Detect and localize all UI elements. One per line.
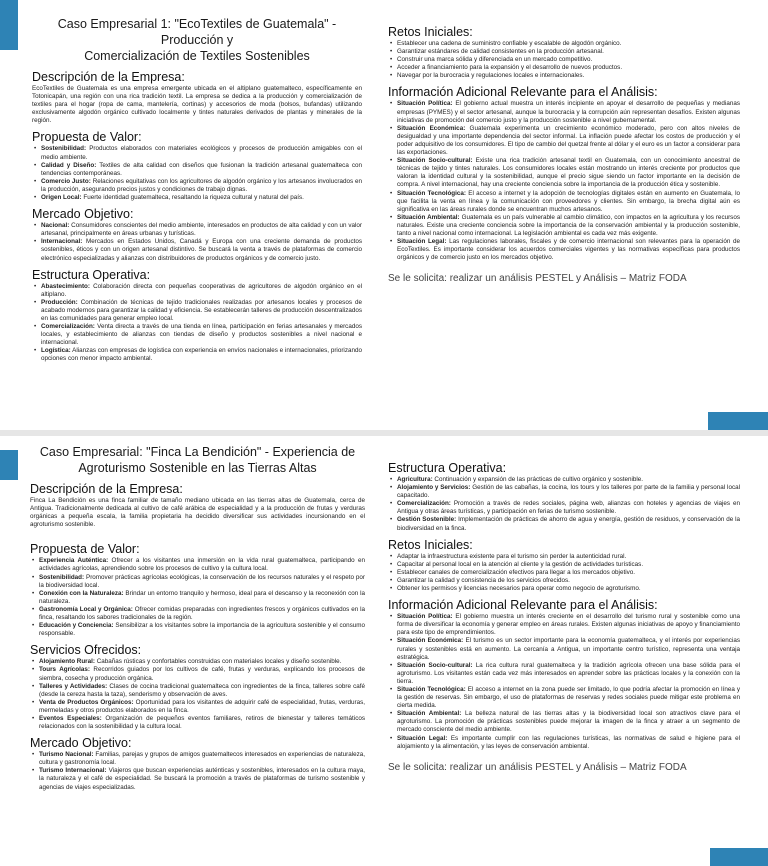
list-item-text: Promoción a través de redes sociales, página web, alianzas con hoteles y agencias de viajes en Antigua y otras áreas turísticas, y participación en ferias de turismo sostenible. bbox=[397, 500, 740, 516]
list-item bbox=[32, 194, 362, 202]
title-line-1: Caso Empresarial: "Finca La Bendición" - Experiencia de bbox=[39, 445, 356, 459]
list-item-text: Clases de cocina tradicional guatemalteca con ingredientes de la finca, talleres sobre café (desde la cereza hasta la taza), senderismo y observación de aves. bbox=[39, 682, 365, 698]
list-item-label: Situación Ambiental: bbox=[397, 213, 460, 221]
list-item bbox=[388, 710, 740, 734]
list-item-text: Guatemala experimenta un crecimiento económico moderado, pero con altos niveles de desigualdad y una importante dependencia del sector informal. La inflación puede afectar los costos de producción y el poder adquisitivo de los consumidores. El tipo de cambio del quetzal frente al dólar y el euro es un factor a considerar para las exportaciones. bbox=[397, 124, 740, 157]
list-item bbox=[388, 48, 740, 56]
list-item bbox=[388, 613, 740, 637]
bullet-list bbox=[388, 40, 740, 80]
title-line-1: Caso Empresarial 1: "EcoTextiles de Guatemala" - Producción y bbox=[57, 17, 337, 47]
list-item-text: Viajeros que buscan experiencias auténticas y sostenibles, interesados en la cultura maya, la naturaleza y el café de especialidad. Se buscará la promoción a través de plataformas de turismo sostenible y agencias de viajes especializadas. bbox=[39, 767, 365, 791]
list-item bbox=[388, 125, 740, 157]
list-item bbox=[388, 157, 740, 189]
title-line-2: Comercialización de Textiles Sostenibles bbox=[84, 49, 310, 63]
list-item-label: Turismo Internacional: bbox=[39, 767, 107, 775]
bullet-list bbox=[32, 222, 362, 262]
list-item-text: El acceso a internet y la adopción de tecnologías digitales están en aumento en Guatemala, lo que facilita la venta en línea y la comunicación con proveedores y clientes. Sin embargo, la brecha digital aún es significativa en las áreas rurales donde se encuentran muchos artesanos. bbox=[397, 189, 740, 213]
list-item bbox=[388, 40, 740, 48]
list-item-label: Experiencia Auténtica: bbox=[39, 557, 109, 565]
list-item-text: Cabañas rústicas y confortables construidas con materiales locales y diseño sostenible. bbox=[94, 658, 342, 666]
list-item-label: Conexión con la Naturaleza: bbox=[39, 589, 124, 597]
section-heading-mercado: Mercado Objetivo: bbox=[32, 207, 134, 222]
list-item bbox=[388, 56, 740, 64]
list-item-text: Fuerte identidad guatemalteca, resaltando la riqueza cultural y natural del país. bbox=[81, 194, 304, 202]
list-item bbox=[30, 767, 365, 791]
section-heading-retos: Retos Iniciales: bbox=[388, 537, 473, 552]
list-item-text: Acceder a financiamiento para la expansión y el desarrollo de nuevos productos. bbox=[397, 64, 623, 72]
list-item bbox=[32, 222, 362, 238]
list-item-text: El gobierno actual muestra un interés incipiente en apoyar el desarrollo de pequeñas y medianas empresas (PYMES) y el sector artesanal, aunque la burocracia y la corrupción aún representan desafíos. Existen algunas iniciativas de promoción del comercio justo y la producción sostenible a nivel gubernamental. bbox=[397, 100, 740, 124]
assignment-text: Se le solicita: realizar un análisis PESTEL y Análisis – Matriz FODA bbox=[388, 761, 687, 773]
list-item bbox=[388, 637, 740, 661]
list-item-text: Obtener los permisos y licencias necesarios para operar como negocio de agroturismo. bbox=[397, 585, 641, 593]
list-item-label: Alojamiento Rural: bbox=[39, 658, 95, 666]
section-heading-info: Información Adicional Relevante para el Análisis: bbox=[388, 85, 658, 100]
list-item-text: Es importante cumplir con las regulaciones turísticas, las normativas de salud e higiene para el alojamiento y la alimentación, y las leyes de conservación ambiental. bbox=[397, 734, 740, 750]
list-item-text: Continuación y expansión de las prácticas de cultivo orgánico y sostenible. bbox=[432, 476, 644, 483]
list-item-label: Logística: bbox=[41, 347, 71, 355]
accent-bar bbox=[710, 848, 768, 866]
list-item-text: La belleza natural de las tierras altas y la biodiversidad local son atractivos clave para el agroturismo. La promoción de prácticas sostenibles puede mejorar la imagen de la finca y atraer a un segmento de mercado consciente del medio ambiente. bbox=[397, 710, 740, 734]
list-item bbox=[30, 622, 365, 638]
list-item-text: Recorridos guiados por los cultivos de café, frutas y verduras, explicando los procesos de siembra, cosecha y producción orgánica. bbox=[39, 666, 365, 682]
list-item-text: Garantizar estándares de calidad consistentes en la producción artesanal. bbox=[397, 48, 604, 56]
list-item bbox=[388, 64, 740, 72]
list-item-label: Comercialización: bbox=[41, 323, 95, 331]
list-item-text: Consumidores conscientes del medio ambiente, interesados en productos de alta calidad y con un valor artesanal, principalmente en áreas urbanas y turísticas. bbox=[41, 222, 362, 238]
list-item bbox=[388, 662, 740, 686]
list-item-text: Venta directa a través de una tienda en línea, participación en ferias artesanales y mercados locales, y establecimiento de alianzas con tiendas de diseño y productos sostenibles a nivel nacional e internacional. bbox=[41, 323, 362, 347]
description-text: Finca La Bendición es una finca familiar de tamaño mediano ubicada en las tierras altas de Guatemala, cerca de Antigua. Tradicionalmente dedicada al cultivo de café arábica de especialidad y a la producción de frutas y verduras orgánicas a pequeña escala, la familia propietaria ha decidido diversificar sus actividades incursionando en el agroturismo sostenible. bbox=[30, 497, 365, 529]
list-item bbox=[388, 686, 740, 710]
list-item-label: Gastronomía Local y Orgánica: bbox=[39, 605, 133, 613]
list-item-text: Textiles de alta calidad con diseños que fusionan la tradición artesanal guatemalteca con tendencias contemporáneas. bbox=[41, 161, 362, 177]
list-item bbox=[30, 590, 365, 606]
list-item-label: Situación Legal: bbox=[397, 734, 448, 742]
list-item bbox=[388, 190, 740, 214]
bullet-list bbox=[32, 283, 362, 364]
accent-bar bbox=[0, 450, 18, 480]
list-item-text: Sensibilizar a los visitantes sobre la importancia de la agricultura sostenible y el consumo responsable. bbox=[39, 622, 365, 638]
list-item bbox=[388, 569, 740, 577]
list-item-text: Mercados en Estados Unidos, Canadá y Europa con una creciente demanda de productos sostenibles, éticos y con un origen artesanal distintivo. Se buscará la venta a través de plataformas de comercio electrónico especializadas y alianzas con distribuidores de productos orgánicos y de comercio justo. bbox=[41, 238, 362, 262]
bullet-list bbox=[388, 613, 740, 751]
list-item bbox=[32, 178, 362, 194]
list-item-text: El gobierno muestra un interés creciente en el desarrollo del turismo rural y sostenible como una forma de diversificar la economía y generar empleo en áreas rurales. Existen algunas iniciativas de apoyo y financiamiento para este tipo de emprendimientos. bbox=[397, 613, 740, 637]
section-heading-propuesta: Propuesta de Valor: bbox=[30, 542, 140, 557]
slide-title bbox=[30, 444, 365, 476]
list-item-label: Internacional: bbox=[41, 238, 83, 246]
list-item-label: Venta de Productos Orgánicos: bbox=[39, 698, 134, 706]
list-item bbox=[32, 299, 362, 323]
list-item-label: Comercio Justo: bbox=[41, 177, 91, 185]
list-item bbox=[30, 606, 365, 622]
section-heading-mercado: Mercado Objetivo: bbox=[30, 736, 132, 751]
list-item-label: Origen Local: bbox=[41, 194, 82, 202]
list-item-text: Navegar por la burocracia y regulaciones locales e internacionales. bbox=[397, 72, 585, 80]
list-item bbox=[388, 484, 740, 500]
list-item bbox=[32, 238, 362, 262]
list-item bbox=[30, 751, 365, 767]
section-heading-info: Información Adicional Relevante para el Análisis: bbox=[388, 598, 658, 613]
list-item-label: Situación Económica: bbox=[397, 124, 466, 132]
right-column bbox=[388, 456, 740, 846]
section-heading-estructura: Estructura Operativa: bbox=[32, 267, 151, 282]
list-item-text: Implementación de prácticas de ahorro de agua y energía, gestión de residuos, y conservación de la biodiversidad en la finca. bbox=[397, 516, 740, 532]
bullet-list bbox=[30, 557, 365, 638]
section-heading-descripcion: Descripción de la Empresa: bbox=[30, 482, 183, 496]
list-item bbox=[388, 735, 740, 751]
list-item-label: Tours Agrícolas: bbox=[39, 666, 90, 674]
bullet-list bbox=[388, 553, 740, 593]
list-item-text: El turismo es un sector importante para la economía guatemalteca, y el interés por experiencias rurales y sostenibles está en aumento. La cercanía a Antigua, un importante centro turístico, representa una ventaja estratégica. bbox=[397, 637, 740, 661]
list-item bbox=[30, 574, 365, 590]
slide-2 bbox=[0, 436, 768, 866]
list-item-text: La rica cultura rural guatemalteca y la tradición agrícola ofrecen una base sólida para el agroturismo. Los visitantes están cada vez más interesados en aprender sobre las prácticas locales y la conexión con la tierra. bbox=[397, 661, 740, 685]
list-item bbox=[32, 347, 362, 363]
list-item-text: Existe una rica tradición artesanal textil en Guatemala, con un conocimiento ancestral de técnicas de tejido y tintes naturales. Los consumidores locales están mostrando un interés creciente por productos que valoran la identidad cultural y la sostenibilidad, aunque el precio sigue siendo un factor importante en la decisión de compra. A nivel internacional, hay una creciente conciencia sobre la importancia de la producción ética y sostenible. bbox=[397, 157, 740, 189]
bullet-list bbox=[388, 476, 740, 533]
list-item-text: Ofrecer a los visitantes una inmersión en la vida rural guatemalteca, participando en actividades agrícolas, aprendiendo sobre los procesos de cultivo y la cultura local. bbox=[39, 557, 365, 573]
list-item-text: Combinación de técnicas de tejido tradicionales realizadas por artesanos locales y procesos de acabado modernos para garantizar la calidad y eficiencia. Se establecerán talleres de producción descentralizados en las comunidades para generar empleo local. bbox=[41, 298, 362, 322]
list-item bbox=[30, 666, 365, 682]
list-item bbox=[388, 100, 740, 124]
accent-bar bbox=[708, 412, 768, 430]
list-item-text: Construir una marca sólida y diferenciada en un mercado competitivo. bbox=[397, 56, 593, 64]
list-item-text: Colaboración directa con pequeñas cooperativas de agricultores de algodón orgánico en el altiplano. bbox=[41, 282, 362, 298]
list-item-text: Promover prácticas agrícolas ecológicas, la conservación de los recursos naturales y el respeto por la biodiversidad local. bbox=[39, 573, 365, 589]
list-item bbox=[388, 214, 740, 238]
list-item-label: Eventos Especiales: bbox=[39, 714, 102, 722]
list-item bbox=[30, 683, 365, 699]
bullet-list bbox=[30, 658, 365, 731]
list-item-label: Nacional: bbox=[41, 222, 70, 230]
bullet-list bbox=[388, 100, 740, 262]
slide-title bbox=[32, 16, 362, 64]
list-item-label: Abastecimiento: bbox=[41, 282, 90, 290]
list-item bbox=[388, 516, 740, 532]
list-item-label: Situación Tecnológica: bbox=[397, 685, 466, 693]
list-item-text: Organización de pequeños eventos familiares, retiros de bienestar y talleres temáticos relacionados con la sostenibilidad y la cultura local. bbox=[39, 714, 365, 731]
list-item-label: Situación Política: bbox=[397, 100, 453, 108]
list-item bbox=[388, 553, 740, 561]
section-heading-descripcion: Descripción de la Empresa: bbox=[32, 70, 185, 84]
list-item-label: Situación Socio-cultural: bbox=[397, 661, 473, 669]
list-item-text: Relaciones equitativas con los agricultores de algodón orgánico y los artesanos involucrados en la producción, asegurando precios justos y condiciones de trabajo dignas. bbox=[41, 177, 362, 193]
list-item-label: Comercialización: bbox=[397, 500, 451, 508]
list-item bbox=[388, 585, 740, 593]
list-item-label: Situación Política: bbox=[397, 613, 453, 621]
list-item-text: Oportunidad para los visitantes de adquirir café de especialidad, frutas, verduras, mermeladas y otros productos elaborados en la finca. bbox=[39, 698, 365, 714]
list-item bbox=[388, 577, 740, 585]
list-item-label: Alojamiento y Servicios: bbox=[397, 484, 471, 492]
list-item bbox=[30, 557, 365, 573]
list-item-text: Ofrecer comidas preparadas con ingredientes frescos y orgánicos cultivados en la finca, resaltando los sabores tradicionales de la región. bbox=[39, 605, 365, 622]
list-item-text: Productos elaborados con materiales ecológicos y procesos de producción amigables con el medio ambiente. bbox=[41, 145, 362, 161]
list-item bbox=[30, 715, 365, 731]
list-item-label: Turismo Nacional: bbox=[39, 751, 94, 759]
list-item bbox=[32, 323, 362, 347]
list-item bbox=[30, 658, 365, 666]
list-item-text: Guatemala es un país vulnerable al cambio climático, con impactos en la agricultura y los recursos naturales. Existe una creciente conciencia sobre la importancia de la conservación ambiental y la producción sostenible, tanto a nivel nacional como internacional. La legislación ambiental es cada vez más exigente. bbox=[397, 213, 740, 237]
list-item-text: Alianzas con empresas de logística con experiencia en envíos nacionales e internacionales, priorizando opciones con menor impacto ambiental. bbox=[41, 347, 362, 363]
accent-bar bbox=[0, 0, 18, 50]
section-heading-propuesta: Propuesta de Valor: bbox=[32, 130, 142, 145]
list-item bbox=[388, 476, 740, 484]
list-item bbox=[388, 72, 740, 80]
bullet-list bbox=[32, 145, 362, 202]
bullet-list bbox=[30, 751, 365, 791]
list-item-text: Establecer una cadena de suministro confiable y escalable de algodón orgánico. bbox=[397, 40, 622, 47]
right-column bbox=[388, 20, 740, 410]
list-item-label: Calidad y Diseño: bbox=[41, 161, 97, 169]
list-item-text: El acceso a internet en la zona puede ser limitado, lo que podría afectar la promoción en línea y la gestión de reservas. Sin embargo, el uso de plataformas de reservas y redes sociales puede mitigar este problema en cierta medida. bbox=[397, 685, 740, 710]
list-item bbox=[30, 699, 365, 715]
section-heading-retos: Retos Iniciales: bbox=[388, 25, 473, 39]
list-item-text: Brindar un entorno tranquilo y hermoso, ideal para el descanso y la reconexión con la naturaleza. bbox=[39, 589, 365, 605]
list-item-text: Las regulaciones laborales, fiscales y de comercio internacional son relevantes para la operación de EcoTextiles. Es importante considerar los acuerdos comerciales vigentes y las normativas específicas para productos orgánicos y de comercio justo en los mercados objetivo. bbox=[397, 238, 740, 262]
left-column bbox=[32, 16, 362, 426]
list-item-label: Sostenibilidad: bbox=[39, 573, 85, 581]
list-item-label: Situación Socio-cultural: bbox=[397, 157, 473, 165]
list-item-label: Talleres y Actividades: bbox=[39, 682, 108, 690]
assignment-text: Se le solicita: realizar un análisis PESTEL y Análisis – Matriz FODA bbox=[388, 273, 687, 285]
title-line-2: Agroturismo Sostenible en las Tierras Altas bbox=[78, 461, 317, 475]
list-item-text: Familias, parejas y grupos de amigos guatemaltecos interesados en experiencias de naturaleza, cultura y gastronomía local. bbox=[39, 751, 365, 767]
section-heading-servicios: Servicios Ofrecidos: bbox=[30, 643, 142, 658]
list-item-text: Capacitar al personal local en la atención al cliente y la gestión de actividades turísticas. bbox=[397, 560, 644, 568]
list-item-text: Gestión de las cabañas, la cocina, los tours y los talleres por parte de la familia y personal local capacitado. bbox=[397, 484, 740, 500]
slide-1 bbox=[0, 0, 768, 430]
list-item-text: Garantizar la calidad y consistencia de los servicios ofrecidos. bbox=[397, 576, 570, 584]
list-item-label: Situación Ambiental: bbox=[397, 710, 462, 718]
list-item-label: Producción: bbox=[41, 298, 78, 306]
list-item bbox=[388, 500, 740, 516]
list-item-label: Situación Legal: bbox=[397, 238, 447, 246]
list-item-label: Situación Tecnológica: bbox=[397, 189, 466, 197]
list-item-text: Establecer canales de comercialización efectivos para llegar a los mercados objetivo. bbox=[397, 568, 636, 576]
list-item bbox=[388, 561, 740, 569]
list-item bbox=[32, 162, 362, 178]
list-item-label: Agricultura: bbox=[397, 476, 433, 483]
left-column bbox=[30, 444, 365, 864]
list-item-label: Situación Económica: bbox=[397, 637, 464, 645]
description-text: EcoTextiles de Guatemala es una empresa emergente ubicada en el altiplano guatemalteco, específicamente en Totonicapán, una región con una rica tradición textil. La empresa se dedica a la producción y comercialización de textiles para el hogar (ropa de cama, mantelería, cortinas) y accesorios de moda (bolsos, bufandas) utilizando exclusivamente algodón orgánico cultivado localmente y tintes naturales derivados de plantas y minerales de la región. bbox=[32, 85, 362, 125]
list-item-label: Gestión Sostenible: bbox=[397, 516, 457, 524]
section-heading-estructura: Estructura Operativa: bbox=[388, 461, 507, 475]
list-item bbox=[32, 145, 362, 161]
list-item-label: Sostenibilidad: bbox=[41, 145, 87, 153]
list-item-label: Educación y Conciencia: bbox=[39, 622, 114, 630]
list-item bbox=[388, 238, 740, 262]
list-item bbox=[32, 283, 362, 299]
list-item-text: Adaptar la infraestructura existente para el turismo sin perder la autenticidad rural. bbox=[397, 552, 627, 560]
